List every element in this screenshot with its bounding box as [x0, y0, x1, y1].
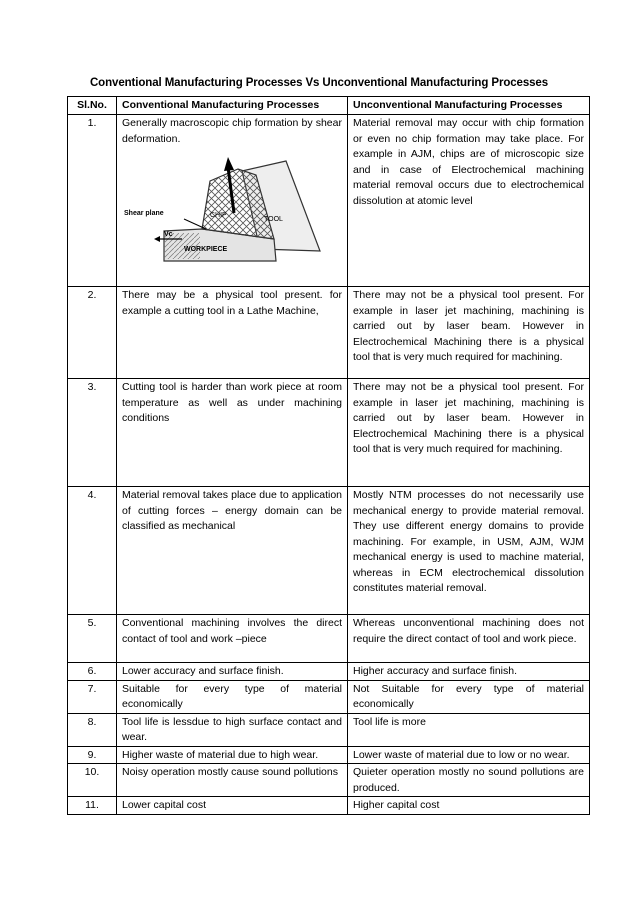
- header-conventional: Conventional Manufacturing Processes: [117, 97, 348, 115]
- unconventional-cell: Higher accuracy and surface finish.: [348, 663, 590, 681]
- chip-formation-diagram: [124, 153, 334, 265]
- table-header-row: [68, 97, 590, 115]
- row-number: 2.: [68, 287, 117, 379]
- table-row: [68, 487, 590, 615]
- table-row: [68, 713, 590, 746]
- row-number: 1.: [68, 115, 117, 287]
- table-row: [68, 115, 590, 287]
- conventional-cell: There may be a physical tool present. for example a cutting tool in a Lathe Machine,: [117, 287, 348, 379]
- row-number: 3.: [68, 379, 117, 487]
- chip-flow-arrowhead: [224, 157, 234, 171]
- unconventional-cell: There may not be a physical tool present. For example in laser jet machining, machining is carried out by laser beam. However in Electrochemical Machining there is a physical tool that is very much required for machining.: [348, 379, 590, 487]
- row-number: 11.: [68, 797, 117, 815]
- comparison-table: [67, 96, 590, 815]
- unconventional-cell: Tool life is more: [348, 713, 590, 746]
- header-unconventional: Unconventional Manufacturing Processes: [348, 97, 590, 115]
- table-row: [68, 287, 590, 379]
- conventional-cell: Material removal takes place due to application of cutting forces – energy domain can be classified as mechanical: [117, 487, 348, 615]
- table-row: [68, 746, 590, 764]
- unconventional-cell: Higher capital cost: [348, 797, 590, 815]
- unconventional-cell: Mostly NTM processes do not necessarily use mechanical energy to provide material removal. They use different energy domains to provide machining. For example, in USM, AJM, WJM mechanical energy is used to machine material, whereas in ECM electrochemical dissolution constitutes material removal.: [348, 487, 590, 615]
- conventional-cell: Tool life is lessdue to high surface contact and wear.: [117, 713, 348, 746]
- unconventional-cell: Quieter operation mostly no sound pollutions are produced.: [348, 764, 590, 797]
- conventional-cell: Cutting tool is harder than work piece at room temperature as well as under machining conditions: [117, 379, 348, 487]
- conventional-cell: Lower capital cost: [117, 797, 348, 815]
- row-number: 7.: [68, 680, 117, 713]
- conventional-cell: [117, 115, 348, 287]
- row-number: 8.: [68, 713, 117, 746]
- unconventional-cell: Whereas unconventional machining does not require the direct contact of tool and work piece.: [348, 615, 590, 663]
- unconventional-cell: Lower waste of material due to low or no wear.: [348, 746, 590, 764]
- conventional-cell: Suitable for every type of material economically: [117, 680, 348, 713]
- row-number: 6.: [68, 663, 117, 681]
- row-number: 9.: [68, 746, 117, 764]
- velocity-arrowhead: [154, 236, 160, 242]
- vc-label: Vc: [164, 231, 173, 238]
- unconventional-cell: There may not be a physical tool present. For example in laser jet machining, machining is carried out by laser beam. However in Electrochemical Machining there is a physical tool that is very much required for machining.: [348, 287, 590, 379]
- conventional-cell: Noisy operation mostly cause sound pollutions: [117, 764, 348, 797]
- row-number: 4.: [68, 487, 117, 615]
- page-title: Conventional Manufacturing Processes Vs Unconventional Manufacturing Processes: [89, 77, 549, 89]
- table-row: [68, 379, 590, 487]
- table-row: [68, 764, 590, 797]
- unconventional-cell: Not Suitable for every type of material economically: [348, 680, 590, 713]
- unconventional-cell: Material removal may occur with chip formation or even no chip formation may take place. For example in AJM, chips are of microscopic size and in case of Electrochemical machining material removal occurs due to electrochemical dissolution at atomic level: [348, 115, 590, 287]
- table-row: [68, 615, 590, 663]
- conventional-cell: Lower accuracy and surface finish.: [117, 663, 348, 681]
- row-number: 10.: [68, 764, 117, 797]
- row-number: 5.: [68, 615, 117, 663]
- table-row: [68, 797, 590, 815]
- header-slno: Sl.No.: [68, 97, 117, 115]
- shear-plane-label: Shear plane: [124, 210, 164, 217]
- workpiece-label: WORKPIECE: [184, 246, 228, 253]
- conventional-cell: Higher waste of material due to high wear.: [117, 746, 348, 764]
- table-row: [68, 663, 590, 681]
- tool-label: TOOL: [264, 216, 283, 223]
- chip-label: CHIP: [210, 212, 227, 219]
- conventional-cell: Conventional machining involves the direct contact of tool and work –piece: [117, 615, 348, 663]
- conventional-text: Generally macroscopic chip formation by shear deformation.: [122, 117, 342, 145]
- table-row: [68, 680, 590, 713]
